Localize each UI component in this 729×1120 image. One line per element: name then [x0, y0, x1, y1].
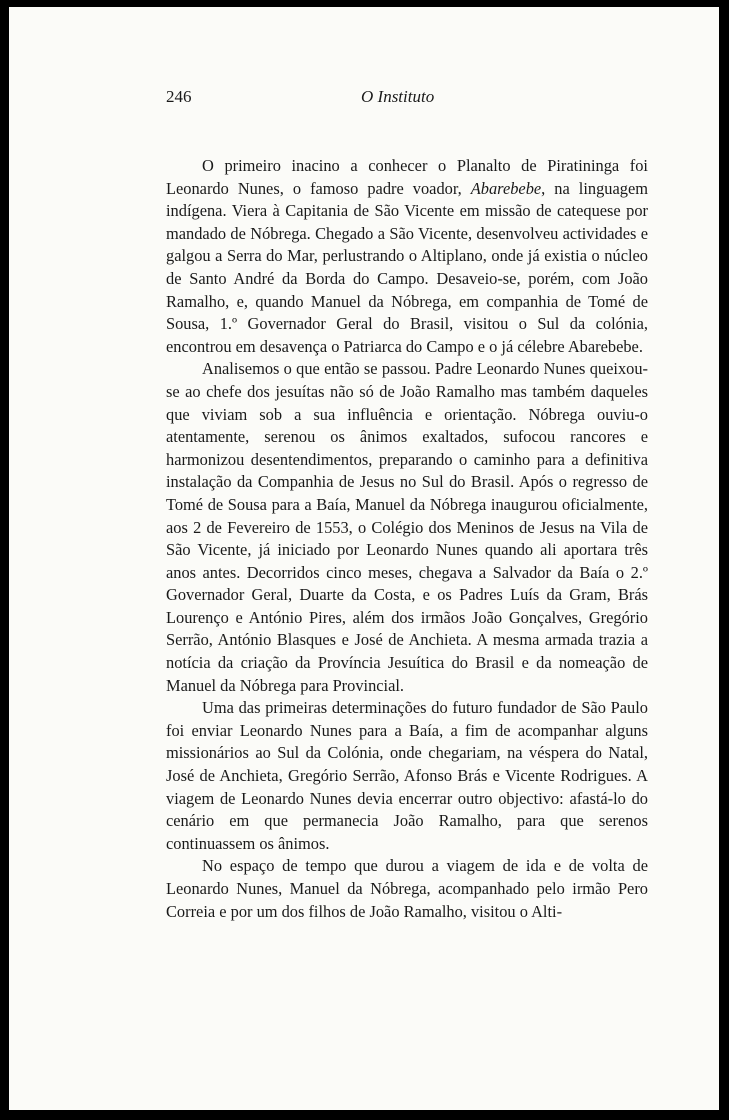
running-title: O Instituto [361, 87, 435, 106]
paragraph [166, 155, 648, 358]
paragraph: Analisemos o que então se passou. Padre Leonardo Nunes queixou-se ao chefe dos jesuítas não só de João Ramalho mas também daqueles que viviam sob a sua influência e orientação. Nóbrega ouviu-o atentamente, serenou os ânimos exaltados, sufocou rancores e harmonizou desentendimentos, preparando o caminho para a definitiva instalação da Companhia de Jesus no Sul do Brasil. Após o regresso de Tomé de Sousa para a Baía, Manuel da Nóbrega inaugurou oficialmente, aos 2 de Fevereiro de 1553, o Colégio dos Meninos de Jesus na Vila de São Vicente, já iniciado por Leonardo Nunes quando ali aportara três anos antes. Decorridos cinco meses, chegava a Salvador da Baía o 2.º Governador Geral, Duarte da Costa, e os Padres Luís da Gram, Brás Lourenço e António Pires, além dos irmãos João Gonçalves, Gregório Serrão, António Blasques e José de Anchieta. A mesma armada trazia a notícia da criação da Província Jesuítica do Brasil e da nomeação de Manuel da Nóbrega para Provincial. [166, 359, 648, 695]
book-page [9, 7, 719, 1110]
paragraph: Uma das primeiras determinações do futuro fundador de São Paulo foi enviar Leonardo Nunes para a Baía, a fim de acompanhar alguns missionários ao Sul da Colónia, onde chegariam, na véspera do Natal, José de Anchieta, Gregório Serrão, Afonso Brás e Vicente Rodrigues. A viagem de Leonardo Nunes devia encerrar outro objectivo: afastá-lo do cenário em que permanecia João Ramalho, para que serenos continuassem os ânimos. [166, 698, 648, 853]
paragraph-text-end: , na linguagem indígena. Viera à Capitania de São Vicente em missão de catequese por mandado de Nóbrega. Chegado a São Vicente, desenvolveu actividades e galgou a Serra do Mar, perlustrando o Altiplano, onde já existia o núcleo de Santo André da Borda do Campo. Desaveio-se, porém, com João Ramalho, e, quando Manuel da Nóbrega, em companhia de Tomé de Sousa, 1.º Governador Geral do Brasil, visitou o Sul da colónia, encontrou em desavença o Patriarca do Campo e o já célebre Abarebebe. [166, 178, 648, 356]
emphasized-word: Abarebebe [470, 178, 542, 198]
body-text [166, 155, 648, 923]
page-number: 246 [166, 87, 192, 106]
paragraph-text-start: O primeiro inacino a conhecer o Planalto de Piratininga foi Leonardo Nunes, o famoso padre voador, [166, 156, 648, 198]
paragraph: No espaço de tempo que durou a viagem de ida e de volta de Leonardo Nunes, Manuel da Nóbrega, acompanhado pelo irmão Pero Correia e por um dos filhos de João Ramalho, visitou o Alti- [166, 856, 648, 921]
